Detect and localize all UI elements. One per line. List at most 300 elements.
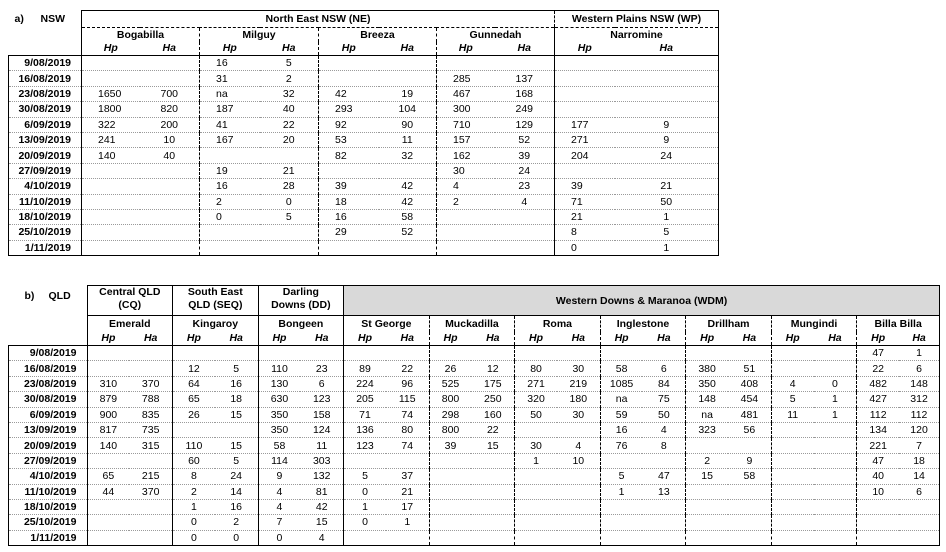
- table-cell: 322: [82, 117, 140, 132]
- table-cell: 37: [386, 469, 429, 484]
- table-cell: 92: [319, 117, 379, 132]
- table-cell: 52: [495, 132, 555, 147]
- table-cell: 249: [495, 102, 555, 117]
- table-cell: 21: [555, 209, 615, 224]
- table-cell: [555, 71, 615, 86]
- table-row: [9, 102, 719, 117]
- table-cell: 350: [258, 422, 300, 437]
- qld-sub-ha: Ha: [386, 332, 429, 346]
- table-cell: [771, 422, 813, 437]
- table-cell: [437, 209, 495, 224]
- table-cell: [82, 163, 140, 178]
- table-row: [9, 392, 940, 407]
- table-cell: 1800: [82, 102, 140, 117]
- row-date: 27/09/2019: [9, 163, 82, 178]
- table-cell: [771, 346, 813, 361]
- row-date: 30/08/2019: [9, 392, 88, 407]
- table-cell: 9: [258, 469, 300, 484]
- table-cell: 8: [555, 225, 615, 240]
- table-row: [9, 499, 940, 514]
- table-cell: [555, 163, 615, 178]
- table-cell: 6: [642, 361, 685, 376]
- qld-region-dd-line1: Darling: [282, 286, 319, 298]
- table-cell: 9: [615, 117, 719, 132]
- qld-site-muckadilla: Muckadilla: [429, 316, 515, 332]
- table-cell: [515, 346, 557, 361]
- qld-sub-ha: Ha: [728, 332, 771, 346]
- qld-sub-hp: Hp: [529, 332, 544, 345]
- table-cell: [771, 438, 813, 453]
- table-cell: 16: [215, 499, 258, 514]
- table-cell: [615, 56, 719, 71]
- table-cell: 370: [129, 376, 172, 391]
- table-cell: 5: [600, 469, 642, 484]
- table-row: [9, 422, 940, 437]
- table-cell: 30: [437, 163, 495, 178]
- table-cell: [471, 453, 514, 468]
- table-cell: [728, 484, 771, 499]
- table-cell: 0: [814, 376, 857, 391]
- table-cell: 835: [129, 407, 172, 422]
- table-cell: [686, 499, 728, 514]
- table-cell: 50: [615, 194, 719, 209]
- table-cell: [87, 515, 129, 530]
- table-cell: [686, 530, 728, 545]
- table-cell: 80: [515, 361, 557, 376]
- table-cell: [129, 453, 172, 468]
- table-cell: [771, 515, 813, 530]
- table-cell: [686, 438, 728, 453]
- table-cell: 300: [437, 102, 495, 117]
- table-cell: 187: [200, 102, 260, 117]
- table-cell: 0: [173, 515, 215, 530]
- table-cell: 21: [615, 179, 719, 194]
- table-cell: 1: [600, 484, 642, 499]
- table-cell: 427: [857, 392, 899, 407]
- table-cell: 112: [899, 407, 939, 422]
- table-cell: 19: [200, 163, 260, 178]
- table-row: [9, 469, 940, 484]
- table-cell: 800: [429, 422, 471, 437]
- nsw-sub-hp: Hp: [341, 42, 356, 55]
- table-cell: [814, 469, 857, 484]
- table-cell: [129, 515, 172, 530]
- table-cell: na: [200, 86, 260, 101]
- table-cell: [557, 499, 600, 514]
- nsw-sub-ha: Ha: [260, 42, 319, 56]
- table-cell: 104: [379, 102, 437, 117]
- table-cell: 350: [686, 376, 728, 391]
- table-cell: [200, 225, 260, 240]
- table-cell: 800: [429, 392, 471, 407]
- table-cell: 8: [173, 469, 215, 484]
- table-cell: [471, 484, 514, 499]
- table-row: [9, 179, 719, 194]
- table-cell: 65: [173, 392, 215, 407]
- nsw-sub-hp: Hp: [458, 42, 473, 55]
- table-cell: 90: [379, 117, 437, 132]
- table-cell: 17: [386, 499, 429, 514]
- table-cell: [429, 499, 471, 514]
- table-cell: [260, 225, 319, 240]
- qld-region-dd-line2: Downs (DD): [271, 299, 331, 311]
- table-cell: 2: [173, 484, 215, 499]
- table-cell: [615, 163, 719, 178]
- table-cell: 1085: [600, 376, 642, 391]
- table-cell: 15: [471, 438, 514, 453]
- row-date: 18/10/2019: [9, 499, 88, 514]
- table-cell: 180: [557, 392, 600, 407]
- table-cell: [686, 346, 728, 361]
- table-cell: 42: [319, 86, 379, 101]
- table-cell: [600, 530, 642, 545]
- table-cell: 7: [899, 438, 939, 453]
- table-cell: [615, 71, 719, 86]
- table-cell: [429, 484, 471, 499]
- table-cell: [471, 530, 514, 545]
- table-cell: na: [686, 407, 728, 422]
- table-cell: [555, 56, 615, 71]
- table-cell: [728, 346, 771, 361]
- table-row: [9, 438, 940, 453]
- table-cell: [471, 469, 514, 484]
- table-cell: 6: [899, 484, 939, 499]
- table-cell: 1: [814, 392, 857, 407]
- table-cell: [771, 530, 813, 545]
- table-cell: [515, 530, 557, 545]
- table-cell: 123: [344, 438, 386, 453]
- table-cell: 132: [300, 469, 343, 484]
- table-cell: 76: [600, 438, 642, 453]
- qld-site-inglestone: Inglestone: [600, 316, 686, 332]
- table-cell: [728, 515, 771, 530]
- qld-region-cq-line2: (CQ): [118, 299, 142, 311]
- table-cell: 175: [471, 376, 514, 391]
- table-cell: [515, 422, 557, 437]
- table-cell: [814, 438, 857, 453]
- table-cell: 285: [437, 71, 495, 86]
- table-row: [9, 240, 719, 255]
- qld-sub-ha: Ha: [642, 332, 685, 346]
- table-cell: 26: [173, 407, 215, 422]
- table-cell: 9: [728, 453, 771, 468]
- table-cell: 58: [600, 361, 642, 376]
- table-cell: 39: [495, 148, 555, 163]
- table-cell: [515, 499, 557, 514]
- table-cell: 350: [258, 407, 300, 422]
- row-date: 23/08/2019: [9, 86, 82, 101]
- qld-table: [8, 285, 940, 546]
- nsw-label-letter: a): [14, 12, 24, 25]
- table-cell: 81: [300, 484, 343, 499]
- table-cell: 2: [215, 515, 258, 530]
- table-row: [9, 361, 940, 376]
- table-cell: 167: [200, 132, 260, 147]
- qld-sub-hp: Hp: [785, 332, 800, 345]
- qld-region-cq: [87, 286, 173, 316]
- table-cell: 879: [87, 392, 129, 407]
- table-cell: 47: [857, 346, 899, 361]
- nsw-sub-ha: Ha: [379, 42, 437, 56]
- table-cell: [557, 484, 600, 499]
- table-cell: [600, 515, 642, 530]
- table-cell: [728, 499, 771, 514]
- table-cell: [82, 240, 140, 255]
- qld-region-seq-line1: South East: [187, 286, 243, 298]
- qld-site-emerald: Emerald: [87, 316, 173, 332]
- qld-site-roma: Roma: [515, 316, 601, 332]
- table-cell: 42: [300, 499, 343, 514]
- table-cell: [129, 530, 172, 545]
- table-cell: 293: [319, 102, 379, 117]
- table-cell: [319, 56, 379, 71]
- table-cell: [557, 469, 600, 484]
- table-cell: 15: [300, 515, 343, 530]
- row-date: 16/08/2019: [9, 71, 82, 86]
- qld-sub-ha: Ha: [129, 332, 172, 346]
- table-cell: 32: [379, 148, 437, 163]
- table-cell: 5: [215, 453, 258, 468]
- qld-sub-hp: Hp: [186, 332, 201, 345]
- table-cell: 16: [215, 376, 258, 391]
- table-cell: [686, 515, 728, 530]
- table-cell: [471, 515, 514, 530]
- table-cell: [140, 225, 200, 240]
- table-cell: 1: [814, 407, 857, 422]
- table-cell: [386, 453, 429, 468]
- table-cell: [857, 515, 899, 530]
- qld-sub-hp: Hp: [357, 332, 372, 345]
- nsw-sub-hp: Hp: [82, 42, 140, 56]
- table-cell: 224: [344, 376, 386, 391]
- table-cell: 140: [82, 148, 140, 163]
- table-cell: 42: [379, 179, 437, 194]
- qld-label-letter: b): [24, 289, 35, 302]
- nsw-region-wp: Western Plains NSW (WP): [555, 11, 719, 28]
- table-row: [9, 453, 940, 468]
- table-cell: 22: [471, 422, 514, 437]
- table-cell: 162: [437, 148, 495, 163]
- table-cell: [319, 71, 379, 86]
- table-cell: [728, 438, 771, 453]
- row-date: 30/08/2019: [9, 102, 82, 117]
- table-cell: 5: [215, 361, 258, 376]
- table-cell: 22: [386, 361, 429, 376]
- table-cell: 408: [728, 376, 771, 391]
- table-cell: [857, 499, 899, 514]
- table-cell: 18: [319, 194, 379, 209]
- qld-sub-ha: Ha: [899, 332, 939, 346]
- table-cell: 30: [515, 438, 557, 453]
- table-cell: 2: [686, 453, 728, 468]
- table-cell: [814, 453, 857, 468]
- table-cell: 6: [300, 376, 343, 391]
- table-cell: 215: [129, 469, 172, 484]
- table-cell: [129, 499, 172, 514]
- table-cell: [642, 530, 685, 545]
- table-cell: 51: [728, 361, 771, 376]
- table-cell: 5: [260, 209, 319, 224]
- table-cell: 11: [771, 407, 813, 422]
- table-cell: [260, 148, 319, 163]
- table-cell: [642, 453, 685, 468]
- table-cell: [471, 346, 514, 361]
- row-date: 9/08/2019: [9, 346, 88, 361]
- table-cell: [140, 179, 200, 194]
- table-cell: 310: [87, 376, 129, 391]
- qld-region-cq-line1: Central QLD: [99, 286, 161, 298]
- table-cell: [771, 453, 813, 468]
- nsw-sub-hp: Hp: [222, 42, 237, 55]
- table-row: [9, 484, 940, 499]
- table-cell: [771, 484, 813, 499]
- table-cell: 1: [899, 346, 939, 361]
- table-cell: [344, 530, 386, 545]
- nsw-site-bogabilla: Bogabilla: [82, 28, 200, 42]
- row-date: 23/08/2019: [9, 376, 88, 391]
- qld-sub-header-row: [9, 332, 940, 346]
- table-cell: [557, 515, 600, 530]
- table-cell: 370: [129, 484, 172, 499]
- nsw-region-ne: North East NSW (NE): [82, 11, 555, 28]
- table-cell: 820: [140, 102, 200, 117]
- table-row: [9, 209, 719, 224]
- table-cell: 75: [642, 392, 685, 407]
- table-cell: 735: [129, 422, 172, 437]
- table-cell: 9: [615, 132, 719, 147]
- table-cell: [300, 346, 343, 361]
- table-cell: 200: [140, 117, 200, 132]
- table-cell: [82, 179, 140, 194]
- table-cell: 10: [557, 453, 600, 468]
- table-cell: 39: [555, 179, 615, 194]
- qld-region-seq-line2: QLD (SEQ): [188, 299, 243, 311]
- table-cell: 0: [555, 240, 615, 255]
- table-cell: 219: [557, 376, 600, 391]
- table-cell: 900: [87, 407, 129, 422]
- qld-sub-ha: Ha: [215, 332, 258, 346]
- table-cell: 221: [857, 438, 899, 453]
- table-cell: [87, 530, 129, 545]
- table-cell: 14: [215, 484, 258, 499]
- nsw-table-block: [8, 10, 718, 256]
- table-cell: 14: [899, 469, 939, 484]
- table-row: [9, 530, 940, 545]
- table-cell: 5: [771, 392, 813, 407]
- table-cell: 177: [555, 117, 615, 132]
- table-cell: 58: [258, 438, 300, 453]
- table-cell: [140, 240, 200, 255]
- table-cell: 24: [495, 163, 555, 178]
- table-cell: [495, 56, 555, 71]
- table-cell: [899, 499, 939, 514]
- table-cell: 123: [300, 392, 343, 407]
- table-cell: 481: [728, 407, 771, 422]
- table-cell: 5: [615, 225, 719, 240]
- table-cell: 80: [386, 422, 429, 437]
- table-cell: [642, 346, 685, 361]
- table-cell: [140, 71, 200, 86]
- table-cell: 82: [319, 148, 379, 163]
- table-cell: 16: [600, 422, 642, 437]
- table-cell: 1: [386, 515, 429, 530]
- table-cell: [899, 530, 939, 545]
- row-date: 6/09/2019: [9, 117, 82, 132]
- row-date: 9/08/2019: [9, 56, 82, 71]
- table-cell: 96: [386, 376, 429, 391]
- table-cell: 42: [379, 194, 437, 209]
- table-cell: 168: [495, 86, 555, 101]
- table-cell: 39: [319, 179, 379, 194]
- table-row: [9, 71, 719, 86]
- table-cell: [557, 530, 600, 545]
- table-cell: 44: [87, 484, 129, 499]
- table-cell: [215, 422, 258, 437]
- table-cell: 53: [319, 132, 379, 147]
- table-cell: [260, 240, 319, 255]
- qld-sub-hp: Hp: [272, 332, 287, 345]
- table-cell: [200, 148, 260, 163]
- table-row: [9, 194, 719, 209]
- nsw-sub-ha: Ha: [615, 42, 719, 56]
- table-cell: 4: [258, 499, 300, 514]
- table-cell: 26: [429, 361, 471, 376]
- nsw-label-state: NSW: [40, 12, 65, 25]
- table-cell: 157: [437, 132, 495, 147]
- table-cell: 60: [173, 453, 215, 468]
- table-cell: [515, 484, 557, 499]
- row-date: 1/11/2019: [9, 240, 82, 255]
- qld-sub-ha: Ha: [557, 332, 600, 346]
- table-cell: [429, 515, 471, 530]
- table-cell: [258, 346, 300, 361]
- table-cell: 10: [857, 484, 899, 499]
- table-cell: 0: [200, 209, 260, 224]
- table-cell: 788: [129, 392, 172, 407]
- nsw-site-narromine: Narromine: [555, 28, 719, 42]
- table-cell: 40: [260, 102, 319, 117]
- table-cell: 110: [173, 438, 215, 453]
- qld-sub-ha: Ha: [300, 332, 343, 346]
- table-cell: 0: [258, 530, 300, 545]
- table-cell: [386, 530, 429, 545]
- row-date: 13/09/2019: [9, 422, 88, 437]
- table-cell: 298: [429, 407, 471, 422]
- table-cell: 124: [300, 422, 343, 437]
- table-cell: [437, 225, 495, 240]
- table-cell: [344, 453, 386, 468]
- nsw-label-cell: [9, 11, 82, 28]
- row-date: 20/09/2019: [9, 148, 82, 163]
- table-cell: 115: [386, 392, 429, 407]
- row-date: 11/10/2019: [9, 194, 82, 209]
- table-cell: 148: [899, 376, 939, 391]
- table-cell: 84: [642, 376, 685, 391]
- table-cell: [87, 499, 129, 514]
- table-cell: [140, 209, 200, 224]
- table-cell: 1: [173, 499, 215, 514]
- table-cell: 39: [429, 438, 471, 453]
- table-cell: 6: [899, 361, 939, 376]
- table-cell: 312: [899, 392, 939, 407]
- table-cell: 140: [87, 438, 129, 453]
- table-cell: 204: [555, 148, 615, 163]
- table-cell: 64: [173, 376, 215, 391]
- table-cell: 58: [379, 209, 437, 224]
- table-cell: 1: [515, 453, 557, 468]
- table-cell: 4: [771, 376, 813, 391]
- table-cell: 65: [87, 469, 129, 484]
